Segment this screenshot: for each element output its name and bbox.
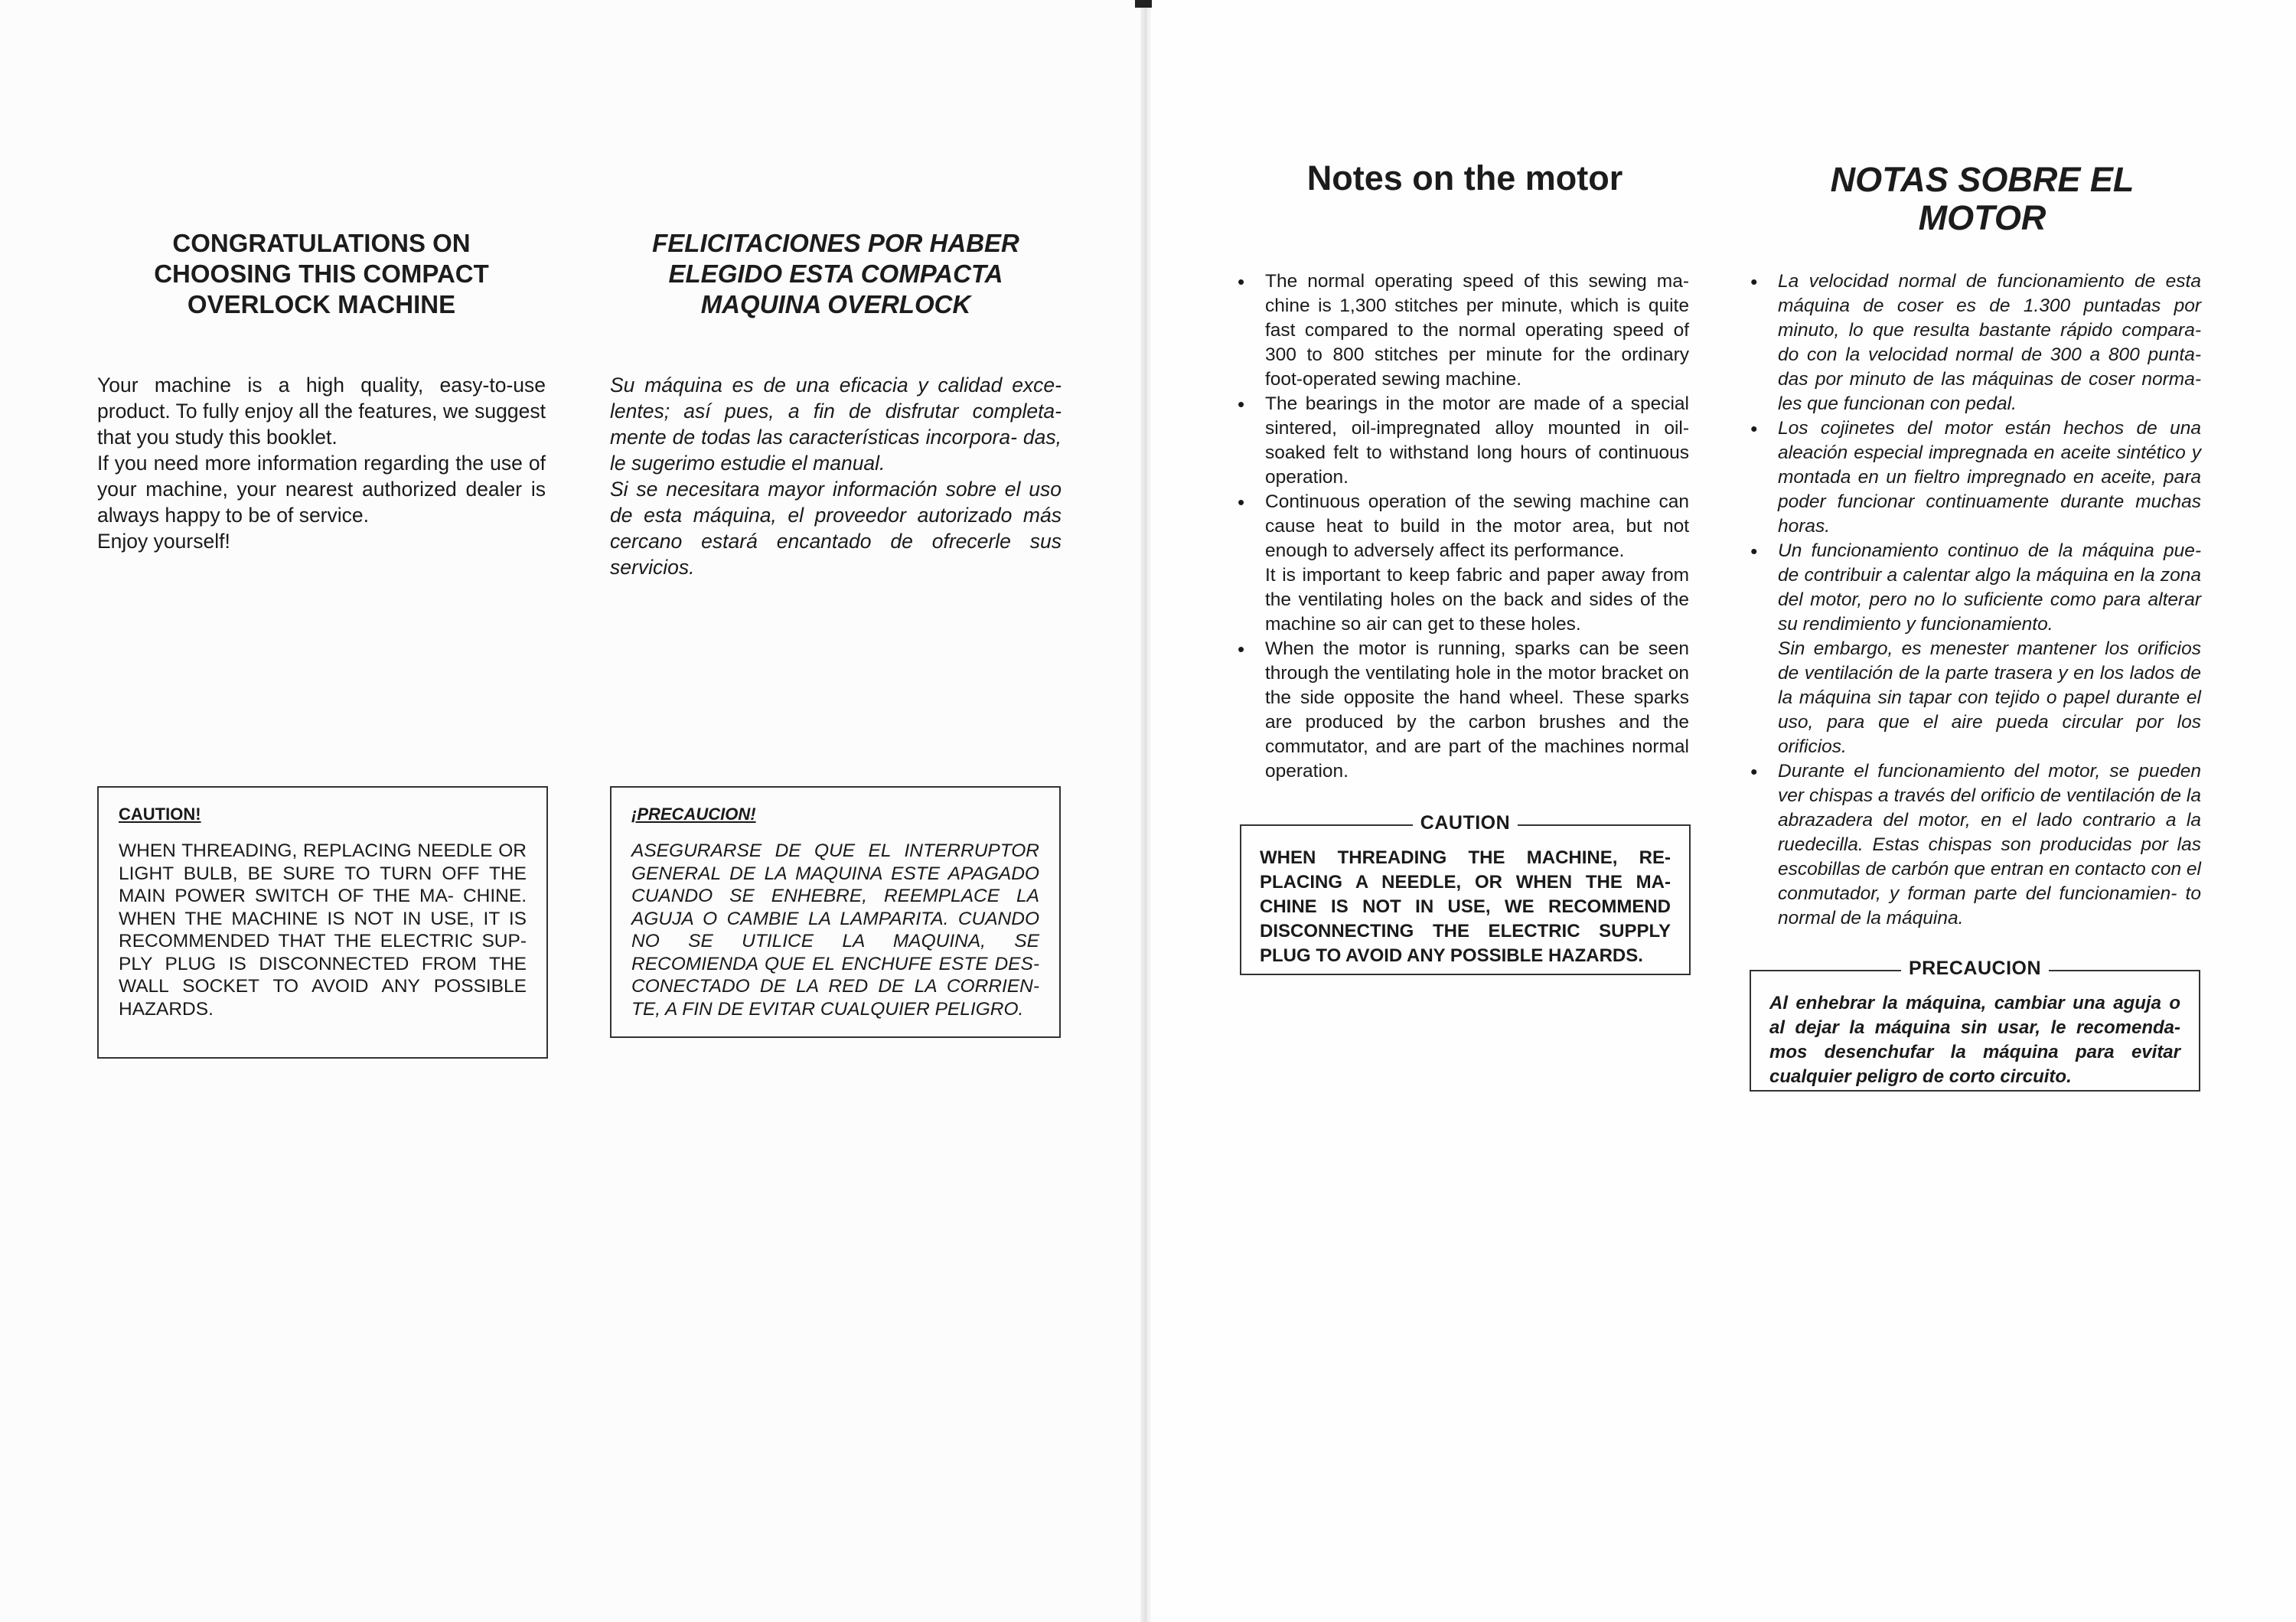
notes-on-motor-heading (1238, 159, 1691, 197)
intro-paragraph: Su máquina es de una eficacia y calidad exce- lentes; así pues, a fin de disfrutar completa- mente de todas las características incorpora- das, le sugerimo estudie el manual. (610, 374, 1062, 475)
show-through-text (107, 628, 505, 654)
english-motor-caution-box (1240, 812, 1691, 975)
felicitaciones-heading (610, 228, 1062, 320)
bullet-text: • The normal operating speed of this sewing ma- chine is 1,300 stitches per minute, which is quite fast compared to the normal operating speed of 300 to 800 stitches per minute for the ordinary foot-operated sewing machine. (1265, 271, 1689, 390)
heading-line: Notes on the motor (1306, 158, 1623, 197)
english-caution-box (97, 786, 548, 1059)
heading-line: NOTAS SOBRE EL (1830, 160, 2135, 199)
congratulations-heading (97, 228, 546, 320)
bullet-text: • Un funcionamiento continuo de la máquina pue- de contribuir a calentar algo la máquina en la zona del motor, pero no lo suficiente como para alterar su rendimiento y funcionamiento. (1778, 540, 2201, 635)
book-spine (1140, 0, 1151, 1622)
intro-paragraph: Your machine is a high quality, easy-to-use product. To fully enjoy all the features, we suggest that you study this booklet. (97, 374, 546, 449)
bullet-text: • When the motor is running, sparks can be seen through the ventilating hole in the motor bracket on the side opposite the hand wheel. These sparks are produced by the carbon brushes and the commutator, and are part of the machines normal operation. (1265, 638, 1689, 782)
spanish-motor-caution-box (1750, 958, 2200, 1092)
bullet-text: It is important to keep fabric and paper away from the ventilating holes on the back and sides of the machine so air can get to these holes. (1265, 565, 1689, 635)
list-item (1750, 269, 2201, 416)
caution-text: WHEN THREADING, REPLACING NEEDLE OR LIGHT BULB, BE SURE TO TURN OFF THE MAIN POWER SWITCH OF THE MA- CHINE. WHEN THE MACHINE IS NOT IN USE, IT IS RECOMMENDED THAT THE ELECTRIC SUP- PLY PLUG IS DISCONNECTED FROM THE WALL SOCKET TO AVOID ANY POSSIBLE HAZARDS. (119, 840, 527, 1020)
bullet-text: • Continuous operation of the sewing machine can cause heat to build in the motor area, but not enough to adversely affect its performance. (1265, 491, 1689, 561)
caution-title: PRECAUCION (1901, 958, 2049, 979)
list-item (1238, 637, 1689, 784)
spine-mark (1135, 0, 1152, 8)
list-item (1750, 416, 2201, 539)
caution-text: Al enhebrar la máquina, cambiar una aguja o al dejar la máquina sin usar, le recomenda- mos desenchufar la máquina para evitar cualquier peligro de corto circuito. (1769, 993, 2180, 1087)
heading-line: MAQUINA OVERLOCK (700, 290, 971, 318)
notas-sobre-motor-heading (1753, 161, 2212, 237)
caution-text: ASEGURARSE DE QUE EL INTERRUPTOR GENERAL DE LA MAQUINA ESTE APAGADO CUANDO SE ENHEBRE, REEMPLACE LA AGUJA O CAMBIE LA LAMPARITA. CUANDO NO SE UTILICE LA MAQUINA, SE RECOMIENDA QUE EL ENCHUFE ESTE DES- CONECTADO DE LA RED DE LA CORRIEN- TE, A FIN DE EVITAR CUALQUIER PELIGRO. (631, 840, 1039, 1020)
list-item (1238, 490, 1689, 637)
heading-line: OVERLOCK MACHINE (187, 290, 456, 318)
caution-title: ¡PRECAUCION! (631, 804, 756, 824)
bullet-text: • The bearings in the motor are made of a special sintered, oil-impregnated alloy mounted in oil- soaked felt to withstand long hours of continuous operation. (1265, 393, 1689, 488)
bullet-text: • La velocidad normal de funcionamiento de esta máquina de coser es de 1.300 puntadas por minuto, lo que resulta bastante rápido compara- do con la velocidad normal de 300 a 800 punta- das por minuto de las máquinas de coser norma- les que funcionan con pedal. (1778, 271, 2201, 414)
spanish-intro (610, 372, 1062, 580)
bullet-text: • Los cojinetes del motor están hechos de una aleación especial impregnada en aceite sintético y montada en un fieltro impregnado en aceite, para poder funcionar continuamente durante muchas horas. (1778, 418, 2201, 537)
caution-text: WHEN THREADING THE MACHINE, RE- PLACING A NEEDLE, OR WHEN THE MA- CHINE IS NOT IN USE, WE RECOMMEND DISCONNECTING THE ELECTRIC SUPPLY PLUG TO AVOID ANY POSSIBLE HAZARDS. (1260, 847, 1671, 966)
heading-line: ELEGIDO ESTA COMPACTA (668, 259, 1003, 288)
heading-line: CHOOSING THIS COMPACT (154, 259, 489, 288)
heading-line: MOTOR (1918, 198, 2047, 237)
list-item (1750, 539, 2201, 759)
english-motor-notes (1238, 269, 1689, 784)
intro-paragraph: If you need more information regarding the use of your machine, your nearest authorized dealer is always happy to be of service. (97, 452, 546, 527)
heading-line: CONGRATULATIONS ON (172, 229, 471, 257)
caution-title: CAUTION! (119, 804, 201, 824)
spanish-caution-box (610, 786, 1061, 1038)
intro-paragraph: Enjoy yourself! (97, 530, 230, 553)
bullet-text: • Durante el funcionamiento del motor, se pueden ver chispas a través del orificio de ventilación de la abrazadera del motor, en el lado contrario a la ruedecilla. Estas chispas son producidas por las escobillas de carbón que entran en contacto con el conmutador, y forman parte del funcionamien- to normal de la máquina. (1778, 761, 2201, 928)
spanish-motor-notes (1750, 269, 2201, 931)
list-item (1238, 269, 1689, 392)
intro-paragraph: Si se necesitara mayor información sobre el uso de esta máquina, el proveedor autorizado más cercano estará encantado de ofrecerle sus servicios. (610, 478, 1062, 579)
list-item (1238, 392, 1689, 490)
list-item (1750, 759, 2201, 931)
english-intro (97, 372, 546, 554)
caution-title: CAUTION (1413, 812, 1518, 834)
heading-line: FELICITACIONES POR HABER (652, 229, 1019, 257)
bullet-text: Sin embargo, es menester mantener los orificios de ventilación de la parte trasera y en los lados de la máquina sin tapar con tejido o papel durante el uso, para que el aire pueda circular por los orificios. (1778, 638, 2201, 757)
